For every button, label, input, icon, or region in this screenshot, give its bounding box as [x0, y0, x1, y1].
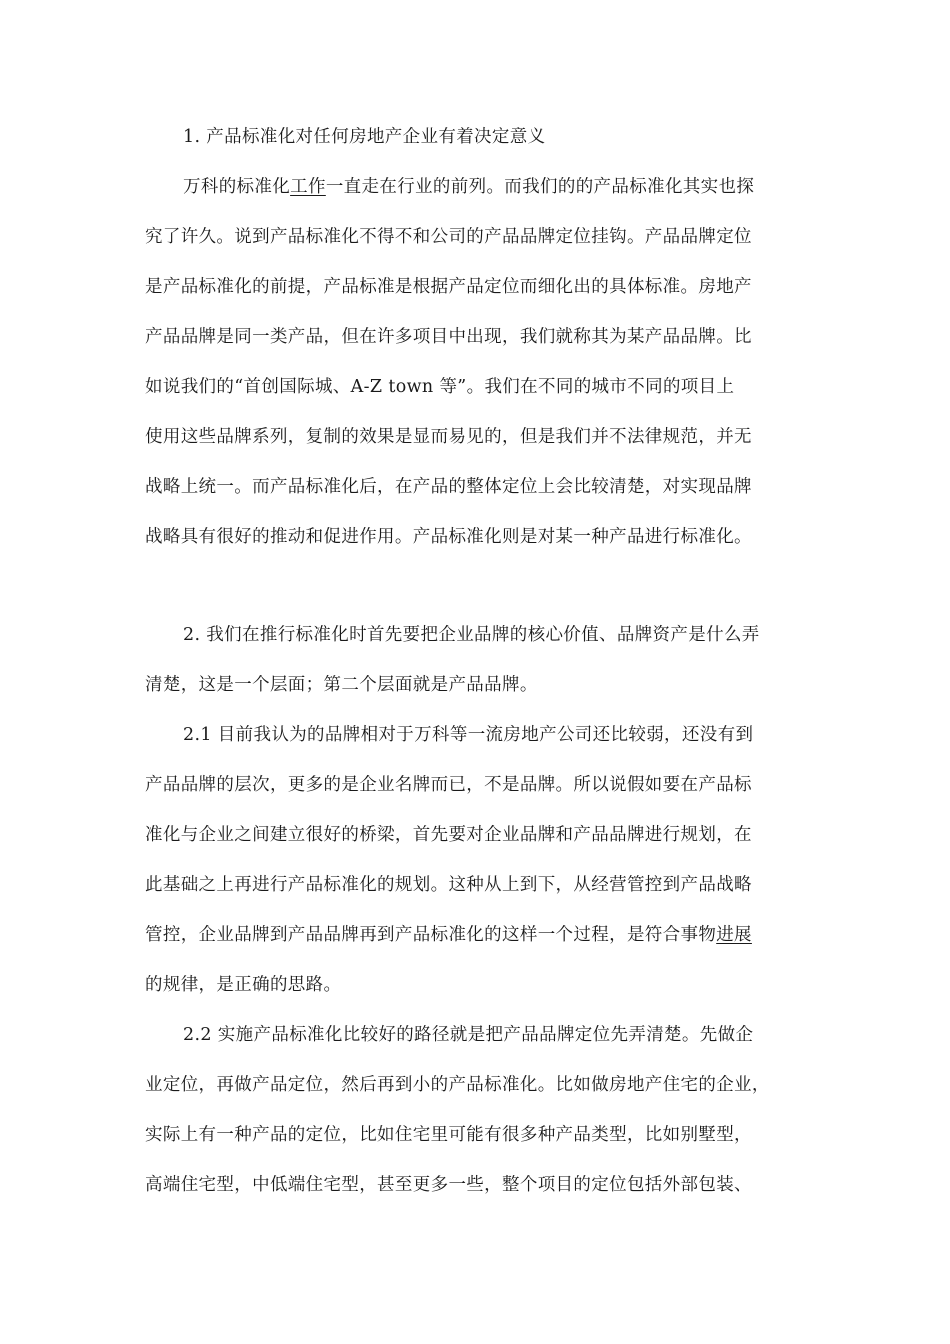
paragraph-2-line-2: 究了许久。说到产品标准化不得不和公司的产品品牌定位挂钩。产品品牌定位	[145, 227, 752, 247]
paragraph-4-line-1: 2.1 目前我认为的品牌相对于万科等一流房地产公司还比较弱，还没有到	[183, 725, 754, 745]
text-segment: 万科的标准化	[183, 177, 291, 197]
paragraph-3-line-2: 清楚，这是一个层面；第二个层面就是产品品牌。	[145, 675, 538, 695]
text-segment: 一直走在行业的前列。而我们的的产品标准化其实也探	[325, 177, 755, 197]
heading-2: 2. 我们在推行标准化时首先要把企业品牌的核心价值、品牌资产是什么弄	[183, 625, 760, 645]
paragraph-2-line-8: 战略具有很好的推动和促进作用。产品标准化则是对某一种产品进行标准化。	[145, 527, 752, 547]
paragraph-4-line-3: 准化与企业之间建立很好的桥梁，首先要对企业品牌和产品品牌进行规划，在	[145, 825, 752, 845]
paragraph-2-line-7: 战略上统一。而产品标准化后，在产品的整体定位上会比较清楚，对实现品牌	[145, 477, 752, 497]
paragraph-5-line-1: 2.2 实施产品标准化比较好的路径就是把产品品牌定位先弄清楚。先做企	[183, 1025, 754, 1045]
paragraph-5-line-4: 高端住宅型，中低端住宅型，甚至更多一些，整个项目的定位包括外部包装、	[145, 1175, 752, 1195]
paragraph-5-line-2: 业定位，再做产品定位，然后再到小的产品标准化。比如做房地产住宅的企业，	[145, 1075, 770, 1095]
paragraph-2-line-1	[183, 176, 754, 198]
paragraph-2-line-5: 如说我们的“首创国际城、A-Z town 等”。我们在不同的城市不同的项目上	[145, 377, 735, 397]
paragraph-4-line-6: 的规律，是正确的思路。	[145, 975, 342, 995]
heading-1: 1. 产品标准化对任何房地产企业有着决定意义	[183, 127, 546, 147]
underlined-term: 进展	[716, 925, 752, 945]
paragraph-4-line-5	[145, 924, 752, 946]
text-segment: 管控，企业品牌到产品品牌再到产品标准化的这样一个过程，是符合事物	[145, 925, 717, 945]
underlined-term: 工作	[290, 177, 326, 197]
paragraph-2-line-4: 产品品牌是同一类产品，但在许多项目中出现，我们就称其为某产品品牌。比	[145, 327, 752, 347]
paragraph-4-line-4: 此基础之上再进行产品标准化的规划。这种从上到下，从经营管控到产品战略	[145, 875, 752, 895]
paragraph-5-line-3: 实际上有一种产品的定位，比如住宅里可能有很多种产品类型，比如别墅型，	[145, 1125, 752, 1145]
paragraph-4-line-2: 产品品牌的层次，更多的是企业名牌而已，不是品牌。所以说假如要在产品标	[145, 775, 752, 795]
paragraph-2-line-3: 是产品标准化的前提，产品标准是根据产品定位而细化出的具体标准。房地产	[145, 277, 752, 297]
paragraph-2-line-6: 使用这些品牌系列，复制的效果是显而易见的，但是我们并不法律规范，并无	[145, 427, 752, 447]
